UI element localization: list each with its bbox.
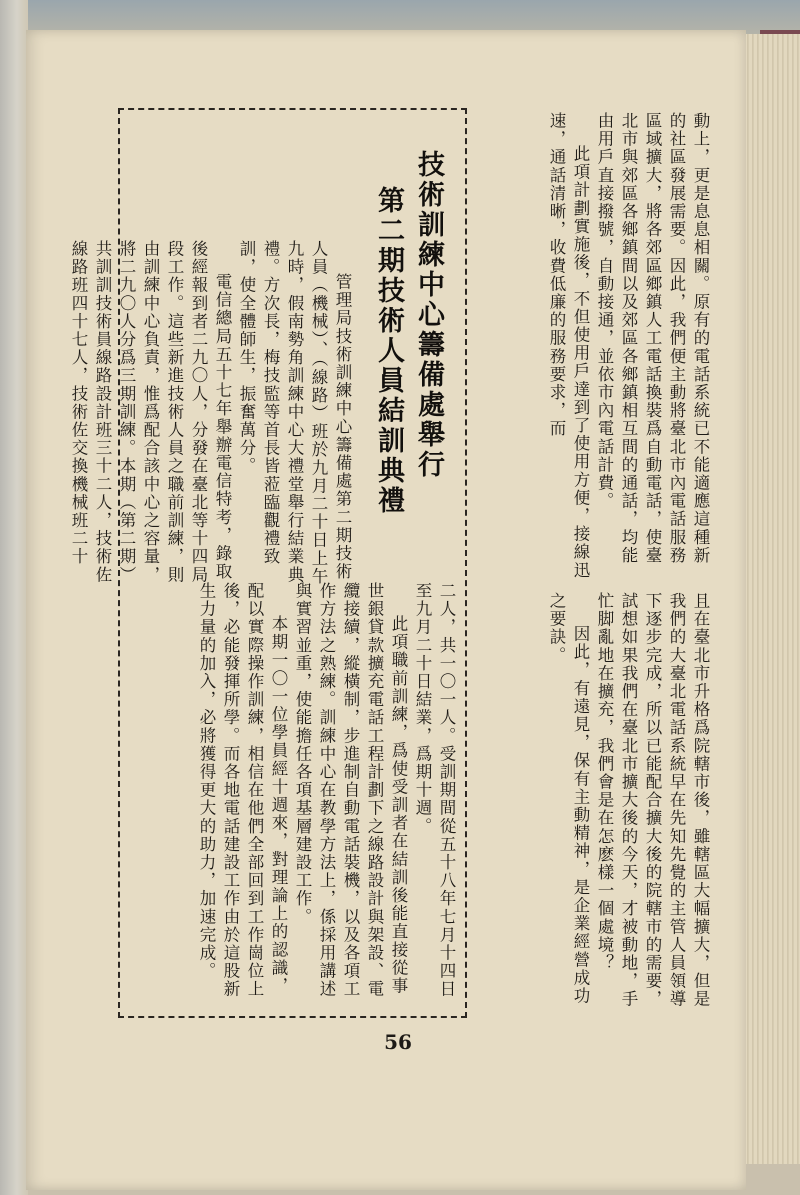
page-number: 56 [384, 1030, 412, 1054]
paragraph: 此項職前訓練，爲使受訓者在結訓後能直接從事世銀貸款擴充電話工程計劃下之線路設計與架設、電纜接續，縱橫制，步進制自動電話裝機，以及各項工作方法之熟練。訓練中心在教學方法上，係採用講述與實習並重，使能擔任各項基層建設工作。 [293, 582, 408, 999]
scan-left-backdrop [0, 0, 28, 1195]
paragraph: 電信總局五十七年舉辦電信特考，錄取後經報到者二九〇人，分發在臺北等十四局段工作。這些新進技術人員之職前訓練，則由訓練中心負責，惟爲配合該中心之容量，將二九〇人分爲三期訓練。本期（第二期）共訓訓技術員線路設計班三十二人，技術佐線路班四十七人，技術佐交換機械班二十 [69, 240, 232, 584]
paragraph: 且在臺北市升格爲院轄市後，雖轄區大幅擴大，但是我們的大臺北電話系統早在先知先覺的主管人員領導下逐步完成，所以已能配合擴大後的院轄市的需要，試想如果我們在臺北市擴大後的今天，才被動地，手忙脚亂地在擴充，我們會是在怎麽樣一個處境？ [595, 592, 710, 1009]
right-column-lower-text [480, 592, 712, 1012]
paragraph: 二人，共一〇一人。受訓期間從五十八年七月十四日至九月二十日結業，爲期十週。 [413, 582, 456, 999]
paragraph: 此項計劃實施後，不但使用戶達到了使用方便，接線迅速，通話清晰，收費低廉的服務要求，而 [547, 112, 590, 580]
article-lower-text [128, 582, 458, 1002]
paragraph: 動上，更是息息相關。原有的電話系統已不能適應這種新的社區發展需要。因此，我們便主動將臺北市內電話服務區域擴大，將各郊區鄉鎮人工電話換裝爲自動電話，使臺北市與郊區各鄉鎮間以及郊區各鄉鎮相互間的通話，均能由用戶直接撥號，自動接通，並依市內電話計費。 [595, 112, 710, 565]
paragraph: 因此，有遠見，保有主動精神，是企業經營成功之要訣。 [547, 592, 590, 1006]
title-line-2: 第二期技術人員結訓典禮 [373, 186, 404, 516]
article-upper-text [69, 240, 354, 590]
page-edges [744, 34, 800, 1164]
paragraph: 本期一〇一位學員經十週來，對理論上的認識，配以實際操作訓練，相信在他們全部回到工作崗位上後，必能發揮所學。而各地電話建設工作由於這股新生力量的加入，必將獲得更大的助力，加速完成。 [197, 582, 288, 999]
title-line-1: 技術訓練中心籌備處舉行 [413, 150, 444, 480]
paragraph: 管理局技術訓練中心籌備處第二期技術人員（機械）、（線路）班於九月二十日上午九時，假南勢角訓練中心大禮堂舉行結業典禮。方次長，梅技監等首長皆蒞臨觀禮致訓，使全體師生，振奮萬分。 [237, 240, 352, 586]
right-column-upper-text [522, 112, 712, 582]
article-title [358, 150, 448, 560]
